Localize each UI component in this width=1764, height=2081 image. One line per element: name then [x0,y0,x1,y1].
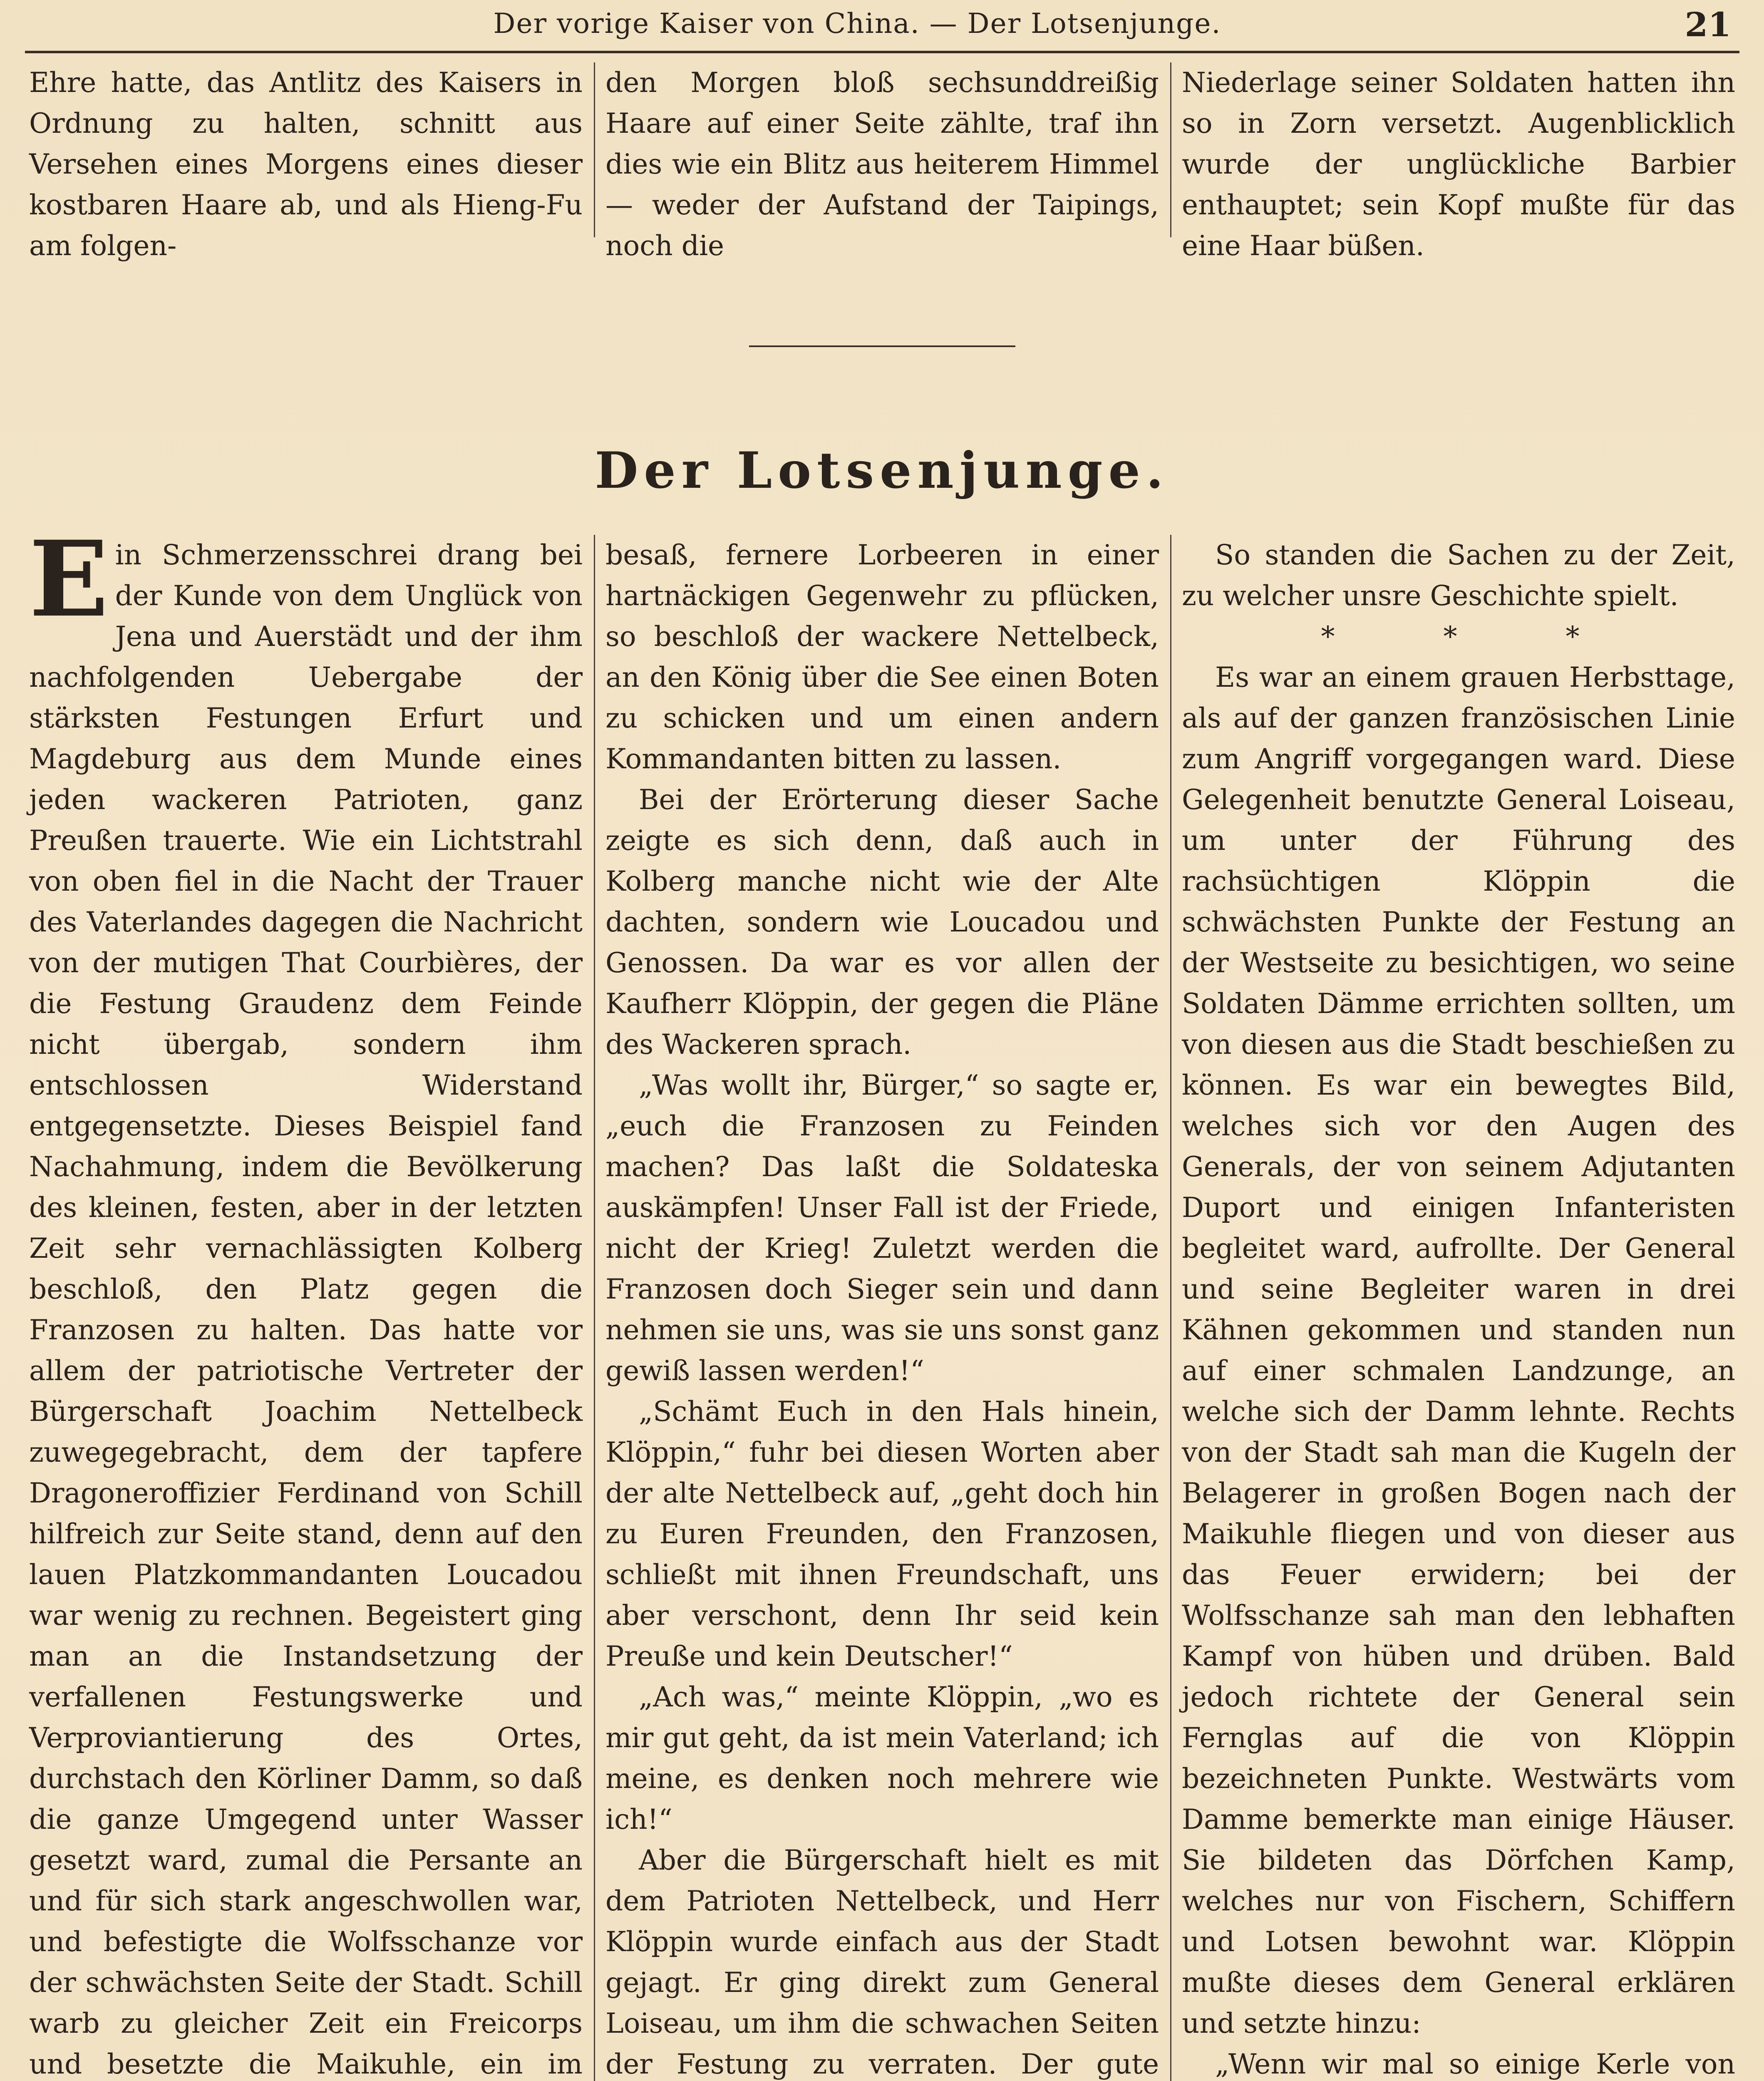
paragraph-text: in Schmerzensschrei drang bei der Kunde von dem Unglück von Jena und Auerstädt und der ihm nachfolgenden Uebergabe der stärksten Festungen Erfurt und Magdeburg aus dem Munde eines jeden wackeren Patrioten, ganz Preußen trauerte. Wie ein Lichtstrahl von oben fiel in die Nacht der Trauer des Vaterlandes dagegen die Nachricht von der mutigen That Courbières, der die Festung Graudenz dem Feinde nicht übergab, sondern ihm entschlossen Widerstand entgegensetzte. Dieses Beispiel fand Nachahmung, indem die Bevölkerung des kleinen, festen, aber in der letzten Zeit sehr vernachlässigten Kolberg beschloß, den Platz gegen die Franzosen zu halten. Das hatte vor allem der patriotische Vertreter der Bürgerschaft Joachim Nettelbeck zuwegegebracht, dem der tapfere Dragoneroffizier Ferdinand von Schill hilfreich zur Seite stand, denn auf den lauen Platzkommandanten Loucadou war wenig zu rechnen. Begeistert ging man an die Instandsetzung der verfallenen Festungswerke und Verproviantierung des Ortes, durchstach den Körliner Damm, so daß die ganze Umgegend unter Wasser gesetzt ward, zumal die Persante an und für sich stark angeschwollen war, und befestigte die Wolfsschanze vor der schwächsten Seite der Stadt. Schill warb zu gleicher Zeit ein Freicorps und besetzte die Maikuhle, ein im [29,539,583,2080]
paragraph: So standen die Sachen zu der Zeit, zu welcher unsre Geschichte spielt. [1182,539,1735,612]
paragraph: Niederlage seiner Soldaten hatten ihn so in Zorn versetzt. Augenblicklich wurde der unglückliche Barbier enthauptet; sein Kopf mußte für das eine Haar büßen. [1182,67,1735,262]
paragraph: Ehre hatte, das Antlitz des Kaisers in Ordnung zu halten, schnitt aus Versehen eines Morgens eines dieser kostbaren Haare ab, und als Hieng-Fu am folgen- [29,67,583,262]
paragraph: den Morgen bloß sechsunddreißig Haare auf einer Seite zählte, traf ihn dies wie ein Blitz aus heiterem Himmel — weder der Aufstand der Taipings, noch die [605,67,1159,262]
article-separator [749,345,1015,347]
running-title: Der vorige Kaiser von China. — Der Lotsenjunge. [493,7,1221,40]
paragraph: Es war an einem grauen Herbsttage, als auf der ganzen französischen Linie zum Angriff vorgegangen ward. Diese Gelegenheit benutzte General Loiseau, um unter der Führung des rachsüchtigen Klöppin die schwächsten Punkte der Festung an der Westseite zu besichtigen, wo seine Soldaten Dämme errichten sollten, um von diesen aus die Stadt beschießen zu können. Es war ein bewegtes Bild, welches sich vor den Augen des Generals, der von seinem Adjutanten Duport und einigen Infanteristen begleitet ward, aufrollte. Der General und seine Begleiter waren in drei Kähnen gekommen und standen nun auf einer schmalen Landzunge, an welche sich der Damm lehnte. Rechts von der Stadt sah man die Kugeln der Belagerer in großen Bogen nach der Maikuhle fliegen und von dieser aus das Feuer erwidern; bei der Wolfsschanze sah man den lebhaften Kampf von hüben und drüben. Bald jedoch richtete der General sein Fernglas auf die von Klöppin bezeichneten Punkte. Westwärts vom Damme bemerkte man einige Häuser. Sie bildeten das Dörfchen Kamp, welches nur von Fischern, Schiffern und Lotsen bewohnt war. Klöppin mußte dieses dem General erklären und setzte hinzu: [1182,661,1735,2039]
page-header [25,3,1739,53]
column-rule [1170,535,1171,2081]
story-col-1 [29,518,583,2081]
column-rule [1170,62,1171,237]
story-col-2 [605,535,1159,2081]
story-title: Der Lotsenjunge. [595,441,1169,500]
page-number: 21 [1685,5,1731,44]
previous-article-col-3 [1182,62,1735,266]
previous-article-col-1 [29,62,583,266]
paragraph: „Ach was,“ meinte Klöppin, „wo es mir gut geht, da ist mein Vaterland; ich meine, es denken noch mehrere wie ich!“ [605,1681,1159,1835]
section-stars: * * * [1321,621,1630,653]
drop-cap: E [29,518,109,640]
previous-article-col-2 [605,62,1159,266]
header-rule [25,51,1739,53]
column-rule [594,535,595,2081]
paragraph: Aber die Bürgerschaft hielt es mit dem Patrioten Nettelbeck, und Herr Klöppin wurde einfach aus der Stadt gejagt. Er ging direkt zum General Loiseau, um ihm die schwachen Seiten der Festung zu verraten. Der gute [605,1844,1159,2080]
story-col-3 [1182,535,1735,2081]
paragraph: besaß, fernere Lorbeeren in einer hartnäckigen Gegenwehr zu pflücken, so beschloß der wackere Nettelbeck, an den König über die See einen Boten zu schicken und um einen andern Kommandanten bitten zu lassen. [605,539,1159,775]
column-rule [594,62,595,237]
paragraph [29,518,583,2081]
paragraph: „Schämt Euch in den Hals hinein, Klöppin,“ fuhr bei diesen Worten aber der alte Nettelbeck auf, „geht doch hin zu Euren Freunden, den Franzosen, schließt mit ihnen Freundschaft, uns aber verschont, denn Ihr seid kein Preuße und kein Deutscher!“ [605,1396,1159,1672]
paragraph: Bei der Erörterung dieser Sache zeigte es sich denn, daß auch in Kolberg manche nicht wie der Alte dachten, sondern wie Loucadou und Genossen. Da war es vor allen der Kaufherr Klöppin, der gegen die Pläne des Wackeren sprach. [605,784,1159,1060]
paragraph: „Was wollt ihr, Bürger,“ so sagte er, „euch die Franzosen zu Feinden machen? Das laßt die Soldateska auskämpfen! Unser Fall ist der Friede, nicht der Krieg! Zuletzt werden die Franzosen doch Sieger sein und dann nehmen sie uns, was sie uns sonst ganz gewiß lassen werden!“ [605,1069,1159,1387]
paragraph: „Wenn wir mal so einige Kerle von [1215,2048,1735,2080]
